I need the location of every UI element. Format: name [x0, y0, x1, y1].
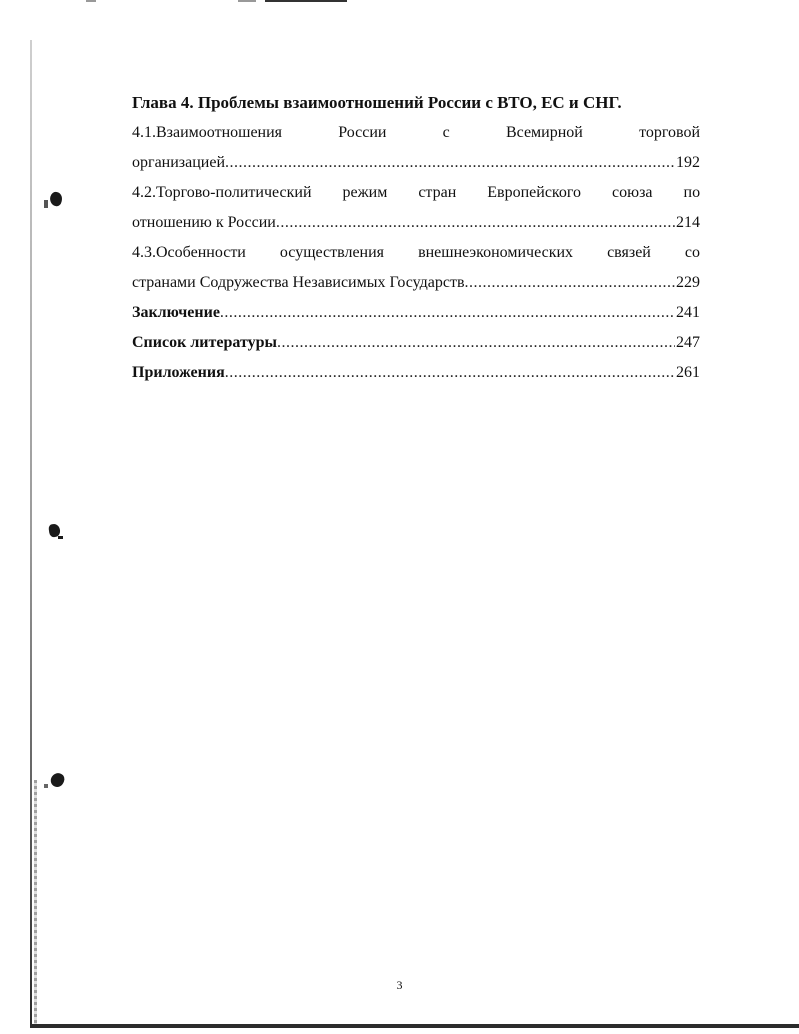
- toc-entry-title-end: организацией: [132, 154, 225, 171]
- toc-word: союза: [612, 184, 653, 201]
- toc-entry-leader-line: [132, 268, 700, 298]
- toc-word: Европейского: [487, 184, 582, 201]
- toc-appendices: [132, 358, 700, 388]
- toc-page-number: 241: [676, 304, 700, 321]
- toc-entry-title-line: [132, 178, 700, 208]
- toc-entry-title-end: отношению к России: [132, 214, 276, 231]
- toc-word: 4.2.Торгово-политический: [132, 184, 312, 201]
- toc-entry-title-line: [132, 238, 700, 268]
- dot-leader: [220, 298, 675, 328]
- toc-word: связей: [607, 244, 651, 261]
- dot-leader: [277, 328, 675, 358]
- binding-hole-mark: [44, 784, 48, 788]
- toc-word: по: [683, 184, 701, 201]
- dot-leader: [465, 268, 676, 298]
- toc-closing-title: Приложения: [132, 364, 225, 381]
- page-number: 3: [396, 978, 403, 992]
- toc-page-number: 261: [676, 364, 700, 381]
- toc-page-number: 214: [676, 214, 700, 231]
- toc-word: стран: [418, 184, 457, 201]
- toc-conclusion: [132, 298, 700, 328]
- binding-hole-mark: [58, 536, 63, 539]
- toc-closing-title: Заключение: [132, 304, 220, 321]
- toc-entry: [132, 238, 700, 298]
- toc-page-number: 229: [676, 274, 700, 291]
- scan-top-tick: [86, 0, 96, 2]
- toc-page-number: 192: [676, 154, 700, 171]
- toc-word: 4.1.Взаимоотношения: [132, 124, 283, 141]
- dot-leader: [225, 148, 675, 178]
- toc-word: режим: [342, 184, 388, 201]
- toc-page-number: 247: [676, 334, 700, 351]
- chapter-heading: Глава 4. Проблемы взаимоотношений России с ВТО, ЕС и СНГ.: [132, 93, 622, 112]
- table-of-contents: [132, 88, 700, 388]
- toc-word: 4.3.Особенности: [132, 244, 246, 261]
- binding-hole-mark: [49, 191, 64, 207]
- toc-entry: [132, 178, 700, 238]
- toc-entry: [132, 118, 700, 178]
- dot-leader: [276, 208, 675, 238]
- toc-word: России: [338, 124, 387, 141]
- toc-word: осуществления: [279, 244, 385, 261]
- scan-left-edge: [30, 40, 32, 1025]
- toc-word: Всемирной: [505, 124, 583, 141]
- scan-top-tick: [238, 0, 256, 2]
- scan-top-mark: [265, 0, 347, 2]
- toc-word: с: [442, 124, 450, 141]
- toc-word: со: [684, 244, 700, 261]
- binding-hole-mark: [44, 200, 48, 208]
- toc-word: торговой: [639, 124, 701, 141]
- dot-leader: [225, 358, 675, 388]
- toc-entry-title-end: странами Содружества Независимых Государств: [132, 274, 465, 291]
- toc-entry-leader-line: [132, 208, 700, 238]
- binding-hole-mark: [49, 771, 67, 789]
- toc-word: внешнеэкономических: [418, 244, 574, 261]
- toc-closing-title: Список литературы: [132, 334, 277, 351]
- toc-entry-leader-line: [132, 148, 700, 178]
- toc-entry-title-line: [132, 118, 700, 148]
- scan-bottom-edge: [30, 1024, 799, 1028]
- toc-bibliography: [132, 328, 700, 358]
